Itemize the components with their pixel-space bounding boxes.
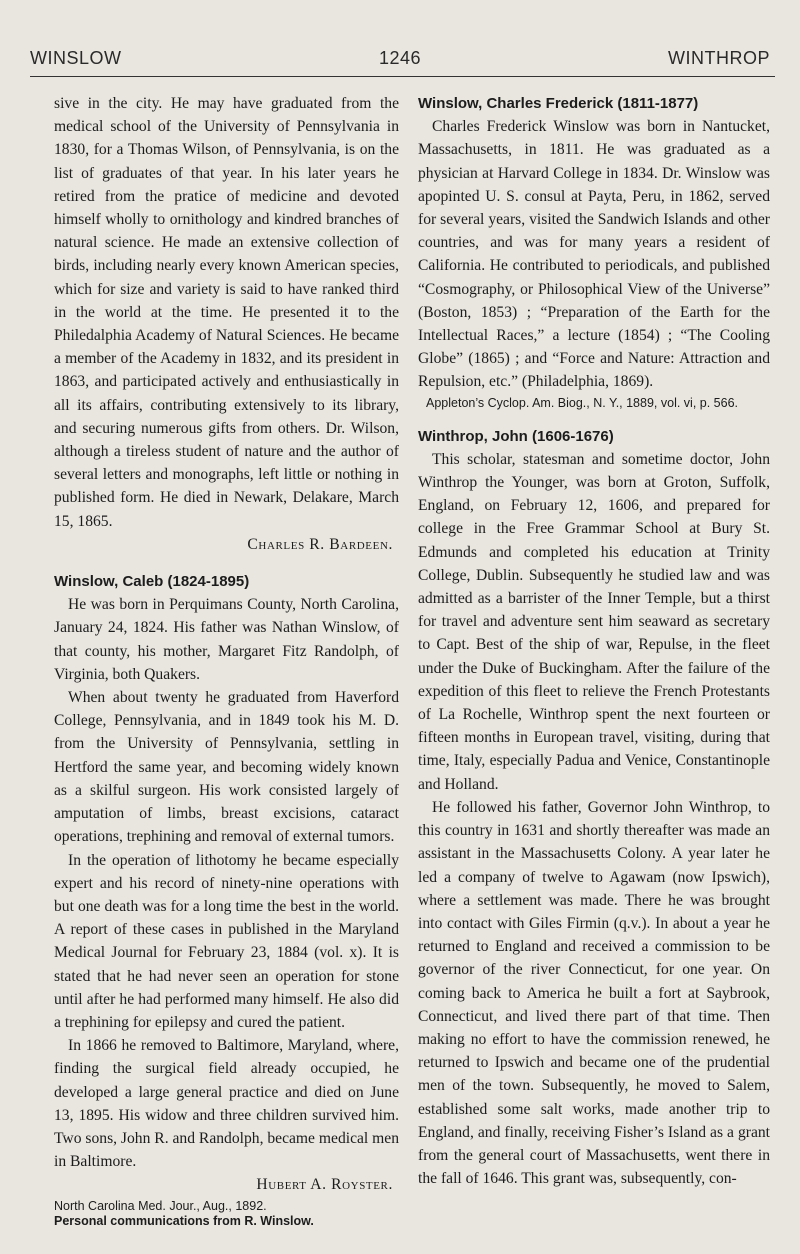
entry-paragraph: He followed his father, Governor John Winthrop, to this country in 1631 and shortly thereafter was made an assistant in the Massachusetts Colony. A year later he led a company of twelve to Agawam (now Ipswich), where a settlement was made. There he was brought into contact with Giles Firmin (q.v.). In about a year he returned to England and received a commission to be governor of the river Connecticut, for one year. On coming back to America he built a fort at Saybrook, Connecticut, and lived there part of that time. Then making no effort to have the commission renewed, he returned to Ipswich and became one of the prudential men of the town. Subsequently, he moved to Salem, established some salt works, made another trip to England, and finally, receiving Fisher’s Island as a grant from the general court of Massachusetts, went there in the fall of 1646. This grant was, subsequently, con- [418, 798, 770, 1188]
entry-paragraph: In the operation of lithotomy he became especially expert and his record of ninety-nine operations with but one death was for a long time the best in the world. A report of these cases in published in the Maryland Medical Journal for February 23, 1884 (vol. x). It is stated that he had never seen an operation for stone until after he had performed many himself. He also did a trephining for epilepsy and cured the patient. [54, 851, 399, 1031]
reference-line: Personal communications from R. Winslow. [54, 1213, 314, 1228]
header-left-word: WINSLOW [30, 48, 122, 68]
signature-royster: Hubert A. Royster. [256, 1176, 393, 1194]
header-rule [30, 76, 775, 77]
entry-paragraph: This scholar, statesman and sometime doctor, John Winthrop the Younger, was born at Groton, Suffolk, England, on February 12, 1606, and prepared for college in the Free Grammar School at Bury St. Edmunds and completed his education at Trinity College, Dublin. Subsequently he studied law and was admitted as a barrister of the Inner Temple, but a thirst for travel and adventure sent him seaward as secretary to Capt. Best of the ship of war, Repulse, in the fleet under the Duke of Buckingham. After the failure of the expedition of this fleet to relieve the French Protestants of La Rochelle, Winthrop spent the next fourteen or fifteen months in European travel, visiting, during that time, Italy, especially Padua and Venice, Constantinople and Holland. [418, 450, 770, 793]
continuation-paragraph: sive in the city. He may have graduated from the medical school of the University of Pennsylvania in 1830, for a Thomas Wilson, of Pennsylvania, is on the list of graduates of that year. In his later years he retired from the pratice of medicine and devoted himself wholly to ornithology and kindred branches of natural science. He made an extensive collection of birds, including nearly every known American species, which for size and variety is said to have ranked third in the world at the time. He presented it to the Philedalphia Academy of Natural Sciences. He became a member of the Academy in 1832, and its president in 1863, and participated actively and enthusiastically in all its affairs, contributing extensively to its library, and securing numerous gifts from others. Dr. Wilson, although a tireless student of nature and the author of several letters and monographs, left little or nothing in published form. He died in Newark, Delakare, March 15, 1865. [54, 95, 399, 530]
signature-bardeen: Charles R. Bardeen. [247, 535, 393, 553]
reference-line: Appleton’s Cyclop. Am. Biog., N. Y., 1889, vol. vi, p. 566. [426, 395, 738, 410]
running-header [30, 48, 770, 76]
entry-heading-caleb-winslow: Winslow, Caleb (1824-1895) [54, 573, 250, 591]
entry-paragraph: Charles Frederick Winslow was born in Nantucket, Massachusetts, in 1811. He was graduated as a physician at Harvard College in 1834. Dr. Winslow was apopinted U. S. consul at Payta, Peru, in 1862, served for several years, visited the Sandwich Islands and other countries, and was for many years a resident of California. He contributed to periodicals, and published “Cosmography, or Philosophical View of the Universe” (Boston, 1853) ; “Preparation of the Earth for the Intellectual Races,” a lecture (1854) ; “The Cooling Globe” (1865) ; and “Force and Nature: Attraction and Repulsion, etc.” (Philadelphia, 1869). [418, 118, 770, 391]
entry-heading-charles-winslow: Winslow, Charles Frederick (1811-1877) [418, 95, 699, 112]
entry-paragraph: He was born in Perquimans County, North Carolina, January 24, 1824. His father was Nathan Winslow, of that county, his mother, Margaret Fitz Randolph, of Virginia, both Quakers. [54, 596, 399, 683]
reference-line: North Carolina Med. Jour., Aug., 1892. [54, 1198, 267, 1213]
entry-paragraph: In 1866 he removed to Baltimore, Maryland, where, finding the surgical field already occupied, he developed a large general practice and died on June 13, 1895. His widow and three children survived him. Two sons, John R. and Randolph, became medical men in Baltimore. [54, 1037, 399, 1171]
page-number: 1246 [378, 48, 422, 68]
left-column [54, 92, 399, 1229]
entry-paragraph: When about twenty he graduated from Haverford College, Pennsylvania, and in 1849 took his M. D. from the University of Pennsylvania, settling in Hertford the same year, and becoming widely known as a skilful surgeon. His work consisted largely of amputation of limbs, breast excisions, cataract operations, trephining and removal of external tumors. [54, 689, 399, 846]
right-column [418, 92, 770, 1190]
entry-heading-john-winthrop: Winthrop, John (1606-1676) [418, 427, 614, 445]
header-right-word: WINTHROP [668, 48, 770, 68]
